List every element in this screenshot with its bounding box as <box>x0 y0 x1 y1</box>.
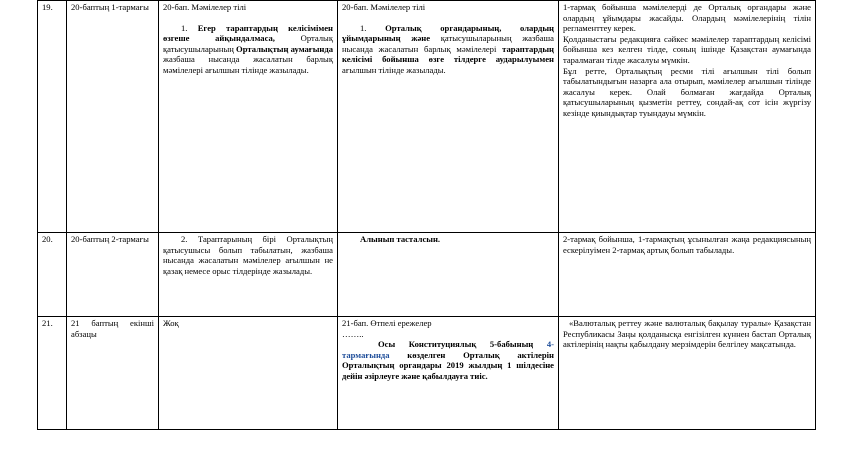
rationale-paragraph: Қолданыстағы редакцияға сәйкес мәмілелер тараптардың келісімі бойынша кез келген тілде, соның ішінде Қазақстан аумағында таралмаған тілде жасалуы мүмкін. <box>563 33 811 65</box>
row-number: 19. <box>38 1 67 233</box>
table-row <box>38 233 816 317</box>
proposed-deleted: Алынып тасталсын. <box>360 234 441 244</box>
proposed-title: 21-бап. Өтпелі ережелер <box>342 318 432 328</box>
current-body: 1. Егер тараптардың келісімімен өзгеше айқындалмаса, Орталық қатысушыларының Орталықтың аумағында жазбаша нысанда жасалатын барлық мәмілелері ағылшын тілінде жазылады. <box>163 22 334 75</box>
proposed-text-cell <box>338 1 559 233</box>
article-ref: 20-баптың 2-тармағы <box>67 233 159 317</box>
ellipsis: …….. <box>342 328 364 339</box>
article-ref: 20-баптың 1-тармағы <box>67 1 159 233</box>
proposed-title: 20-бап. Мәмілелер тілі <box>342 2 426 12</box>
table-row <box>38 1 816 233</box>
amendments-table <box>37 0 816 430</box>
article-link[interactable]: 4-тармағында <box>342 339 554 360</box>
rationale-paragraph: «Валюталық реттеу және валюталық бақылау туралы» Қазақстан Республикасы Заңы қолданысқа енгізілген күннен бастап Орталық актілерінің нақты қабылдану мерзімдерін белгілеу мақсатында. <box>563 318 811 350</box>
article-ref: 21 баптың екінші абзацы <box>67 317 159 430</box>
proposed-body: Осы Конституциялық 5-бабының 4-тармағында көзделген Орталық актілерін Орталықтың органдары 2019 жылдың 1 шілдесіне дейін әзірлеуге және қабылдауға тиіс. <box>342 339 554 381</box>
current-text-cell <box>159 1 338 233</box>
row-number: 21. <box>38 317 67 430</box>
row-number: 20. <box>38 233 67 317</box>
proposed-body: 1. Орталық органдарының, олардың ұйымдарының және қатысушыларының жазбаша нысанда жасалатын барлық мәмілелері тараптардың келісімі бойынша өзге тілдерге аударылуымен ағылшын тілінде жазылады. <box>342 22 554 75</box>
rationale-cell <box>559 1 816 233</box>
current-text-cell: Жоқ <box>159 317 338 430</box>
current-text-cell: 2. Тараптарының бірі Орталықтың қатысушысы болып табылатын, жазбаша нысанда жасалатын мәмілелер ағылшын не қазақ немесе орыс тілдерінде жазылады. <box>159 233 338 317</box>
table-row <box>38 317 816 430</box>
current-title: 20-бап. Мәмілелер тілі <box>163 2 247 12</box>
rationale-cell: 2-тармақ бойынша, 1-тармақтың ұсынылған жаңа редакциясының ескерілуімен 2-тармақ артық болып табылады. <box>559 233 816 317</box>
rationale-cell <box>559 317 816 430</box>
proposed-text-cell <box>338 317 559 430</box>
rationale-paragraph: Бұл ретте, Орталықтың ресми тілі ағылшын тілі болып табылатындығын назарға ала отырып, мәмілелер ағылшын тілінде жасалуы керек. Олай болмаған жағдайда Орталық қатысушыларының қызметін реттеу, сондай-ақ сот ісін жүргізу кезінде қиындықтар туындауы мүмкін. <box>563 65 811 118</box>
rationale-paragraph: 1-тармақ бойынша мәмілелерді де Орталық органдары және олардың ұйымдары жасайды. Олардың мәмілелерінің тілін регламенттеу керек. <box>563 2 811 34</box>
proposed-text-cell <box>338 233 559 317</box>
